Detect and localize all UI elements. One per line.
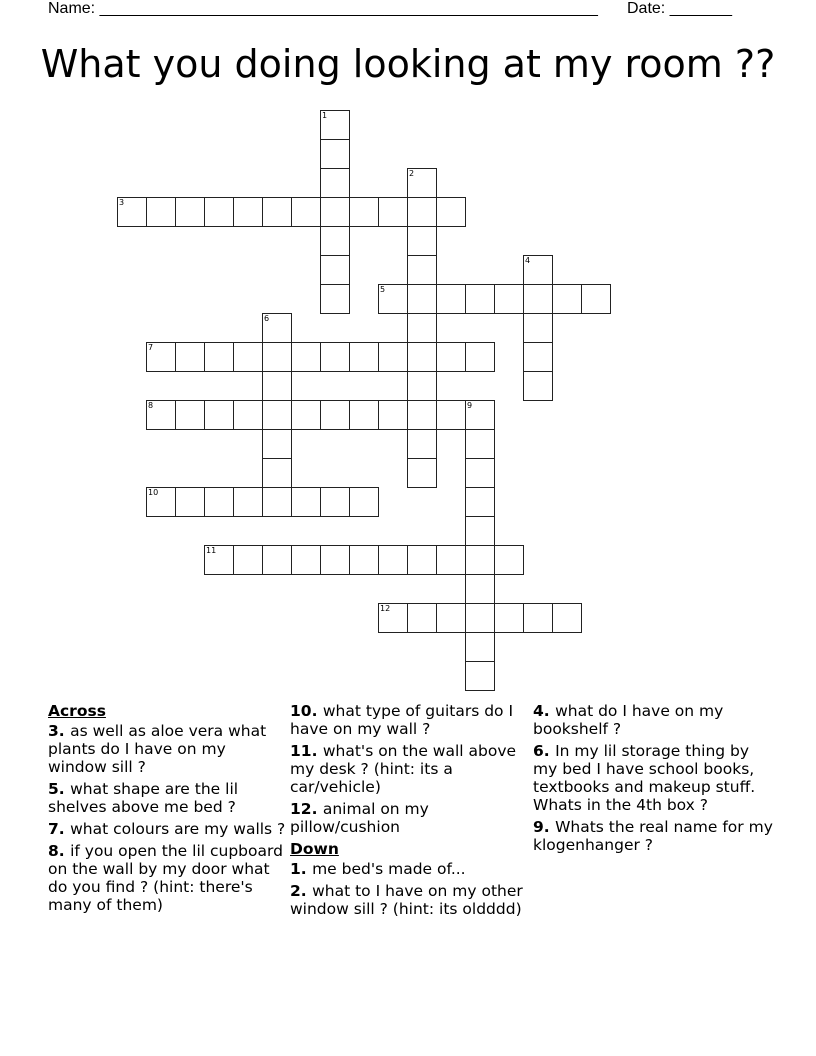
- crossword-cell[interactable]: [146, 342, 176, 372]
- crossword-cell[interactable]: [465, 342, 495, 372]
- crossword-cell[interactable]: [465, 458, 495, 488]
- crossword-cell[interactable]: [320, 342, 350, 372]
- crossword-cell[interactable]: [378, 342, 408, 372]
- crossword-cell[interactable]: [291, 197, 321, 227]
- crossword-cell[interactable]: [465, 284, 495, 314]
- crossword-cell[interactable]: [320, 284, 350, 314]
- crossword-cell[interactable]: [233, 342, 263, 372]
- clue-item: [48, 780, 288, 816]
- crossword-cell[interactable]: [320, 197, 350, 227]
- crossword-cell[interactable]: [465, 632, 495, 662]
- crossword-cell[interactable]: [407, 400, 437, 430]
- clue-item: [290, 882, 530, 918]
- crossword-cell[interactable]: [465, 661, 495, 691]
- crossword-cell[interactable]: [262, 371, 292, 401]
- crossword-cell[interactable]: [523, 603, 553, 633]
- crossword-cell[interactable]: [262, 545, 292, 575]
- crossword-cell[interactable]: [552, 284, 582, 314]
- crossword-cell[interactable]: [262, 487, 292, 517]
- clue-number: 7: [148, 343, 154, 352]
- crossword-cell[interactable]: [436, 545, 466, 575]
- clue-text: me bed's made of...: [312, 860, 466, 878]
- clues-column-2: [290, 702, 530, 922]
- clue-number: 9: [467, 401, 473, 410]
- crossword-cell[interactable]: [262, 429, 292, 459]
- name-field-label: Name: ________________________________________________________: [48, 0, 598, 17]
- clue-text: if you open the lil cupboard on the wall by my door what do you find ? (hint: there's many of them): [48, 842, 283, 914]
- clue-item: [290, 702, 530, 738]
- crossword-cell[interactable]: [465, 545, 495, 575]
- crossword-cell[interactable]: [581, 284, 611, 314]
- clue-num: 4.: [533, 702, 556, 720]
- crossword-cell[interactable]: [204, 400, 234, 430]
- crossword-cell[interactable]: [494, 545, 524, 575]
- crossword-cell[interactable]: [291, 342, 321, 372]
- clue-item: [533, 818, 773, 854]
- crossword-cell[interactable]: [233, 400, 263, 430]
- crossword-cell[interactable]: [320, 400, 350, 430]
- crossword-cell[interactable]: [146, 487, 176, 517]
- crossword-cell[interactable]: [494, 603, 524, 633]
- crossword-cell[interactable]: [436, 284, 466, 314]
- clue-num: 8.: [48, 842, 71, 860]
- clue-item: [290, 800, 530, 836]
- crossword-cell[interactable]: [378, 545, 408, 575]
- crossword-cell[interactable]: [407, 255, 437, 285]
- crossword-cell[interactable]: [204, 342, 234, 372]
- crossword-cell[interactable]: [262, 458, 292, 488]
- crossword-cell[interactable]: [262, 400, 292, 430]
- crossword-cell[interactable]: [320, 226, 350, 256]
- clue-number: 12: [380, 604, 391, 613]
- clue-num: 1.: [290, 860, 313, 878]
- crossword-cell[interactable]: [320, 545, 350, 575]
- crossword-cell[interactable]: [146, 197, 176, 227]
- crossword-cell[interactable]: [175, 487, 205, 517]
- clue-item: [48, 722, 288, 776]
- crossword-cell[interactable]: [320, 487, 350, 517]
- clue-text: what's on the wall above my desk ? (hint: its a car/vehicle): [290, 742, 517, 796]
- crossword-cell[interactable]: [523, 284, 553, 314]
- clues-column-3: [533, 702, 773, 858]
- clues-column-1: [48, 702, 288, 918]
- crossword-cell[interactable]: [465, 603, 495, 633]
- crossword-cell[interactable]: [320, 110, 350, 140]
- crossword-cell[interactable]: [523, 255, 553, 285]
- crossword-cell[interactable]: [117, 197, 147, 227]
- crossword-cell[interactable]: [233, 487, 263, 517]
- clue-number: 6: [264, 314, 270, 323]
- clue-num: 11.: [290, 742, 323, 760]
- crossword-cell[interactable]: [552, 603, 582, 633]
- date-field-label: Date: _______: [627, 0, 732, 17]
- crossword-cell[interactable]: [523, 313, 553, 343]
- crossword-cell[interactable]: [407, 342, 437, 372]
- crossword-cell[interactable]: [407, 545, 437, 575]
- crossword-cell[interactable]: [349, 197, 379, 227]
- clue-num: 12.: [290, 800, 323, 818]
- crossword-cell[interactable]: [465, 516, 495, 546]
- clue-text: what shape are the lil shelves above me bed ?: [48, 780, 239, 816]
- clue-text: animal on my pillow/cushion: [290, 800, 429, 836]
- crossword-cell[interactable]: [436, 400, 466, 430]
- crossword-cell[interactable]: [175, 197, 205, 227]
- crossword-cell[interactable]: [291, 545, 321, 575]
- crossword-cell[interactable]: [233, 545, 263, 575]
- clue-num: 10.: [290, 702, 323, 720]
- clue-item: [48, 842, 288, 914]
- page-title: What you doing looking at my room ??: [40, 42, 776, 86]
- crossword-cell[interactable]: [436, 603, 466, 633]
- crossword-cell[interactable]: [320, 255, 350, 285]
- crossword-cell[interactable]: [262, 197, 292, 227]
- crossword-cell[interactable]: [378, 400, 408, 430]
- clue-item: [290, 742, 530, 796]
- crossword-cell[interactable]: [436, 197, 466, 227]
- crossword-cell[interactable]: [204, 487, 234, 517]
- clue-number: 10: [148, 488, 159, 497]
- clue-text: what to I have on my other window sill ? (hint: its oldddd): [290, 882, 523, 918]
- crossword-cell[interactable]: [465, 487, 495, 517]
- crossword-cell[interactable]: [204, 545, 234, 575]
- clue-number: 4: [525, 256, 531, 265]
- clue-item: [533, 742, 773, 814]
- clue-number: 3: [119, 198, 125, 207]
- crossword-cell[interactable]: [378, 197, 408, 227]
- crossword-cell[interactable]: [320, 139, 350, 169]
- crossword-cell[interactable]: [494, 284, 524, 314]
- clue-text: Whats the real name for my klogenhanger ?: [533, 818, 773, 854]
- clue-text: what do I have on my bookshelf ?: [533, 702, 724, 738]
- clue-text: what type of guitars do I have on my wall ?: [290, 702, 514, 738]
- crossword-cell[interactable]: [146, 400, 176, 430]
- crossword-cell[interactable]: [320, 168, 350, 198]
- clue-text: In my lil storage thing by my bed I have school books, textbooks and makeup stuff. Whats in the 4th box ?: [533, 742, 756, 814]
- crossword-cell[interactable]: [349, 342, 379, 372]
- crossword-cell[interactable]: [465, 429, 495, 459]
- crossword-cell[interactable]: [291, 400, 321, 430]
- crossword-cell[interactable]: [407, 226, 437, 256]
- crossword-cell[interactable]: [349, 487, 379, 517]
- down-heading: Down: [290, 840, 339, 858]
- clue-num: 6.: [533, 742, 556, 760]
- clue-num: 9.: [533, 818, 556, 836]
- crossword-cell[interactable]: [233, 197, 263, 227]
- across-heading: Across: [48, 702, 106, 720]
- crossword-cell[interactable]: [407, 168, 437, 198]
- crossword-cell[interactable]: [407, 284, 437, 314]
- crossword-cell[interactable]: [349, 545, 379, 575]
- clue-num: 3.: [48, 722, 71, 740]
- crossword-cell[interactable]: [436, 342, 466, 372]
- clue-text: what colours are my walls ?: [70, 820, 286, 838]
- crossword-cell[interactable]: [523, 342, 553, 372]
- crossword-cell[interactable]: [407, 197, 437, 227]
- crossword-cell[interactable]: [378, 603, 408, 633]
- crossword-cell[interactable]: [407, 371, 437, 401]
- crossword-cell[interactable]: [291, 487, 321, 517]
- clue-item: [533, 702, 773, 738]
- crossword-cell[interactable]: [349, 400, 379, 430]
- crossword-cell[interactable]: [378, 284, 408, 314]
- clue-number: 8: [148, 401, 154, 410]
- crossword-cell[interactable]: [175, 400, 205, 430]
- crossword-cell[interactable]: [523, 371, 553, 401]
- crossword-cell[interactable]: [407, 429, 437, 459]
- clue-text: as well as aloe vera what plants do I have on my window sill ?: [48, 722, 267, 776]
- clue-number: 11: [206, 546, 217, 555]
- crossword-cell[interactable]: [407, 313, 437, 343]
- crossword-cell[interactable]: [407, 603, 437, 633]
- clue-number: 5: [380, 285, 386, 294]
- clue-item: [290, 860, 530, 878]
- crossword-cell[interactable]: [175, 342, 205, 372]
- crossword-cell[interactable]: [465, 574, 495, 604]
- clue-number: 2: [409, 169, 415, 178]
- crossword-cell[interactable]: [465, 400, 495, 430]
- clue-number: 1: [322, 111, 328, 120]
- crossword-cell[interactable]: [407, 458, 437, 488]
- clue-num: 5.: [48, 780, 71, 798]
- crossword-cell[interactable]: [262, 342, 292, 372]
- crossword-cell[interactable]: [204, 197, 234, 227]
- clue-item: [48, 820, 288, 838]
- crossword-cell[interactable]: [262, 313, 292, 343]
- clue-num: 7.: [48, 820, 71, 838]
- clue-num: 2.: [290, 882, 313, 900]
